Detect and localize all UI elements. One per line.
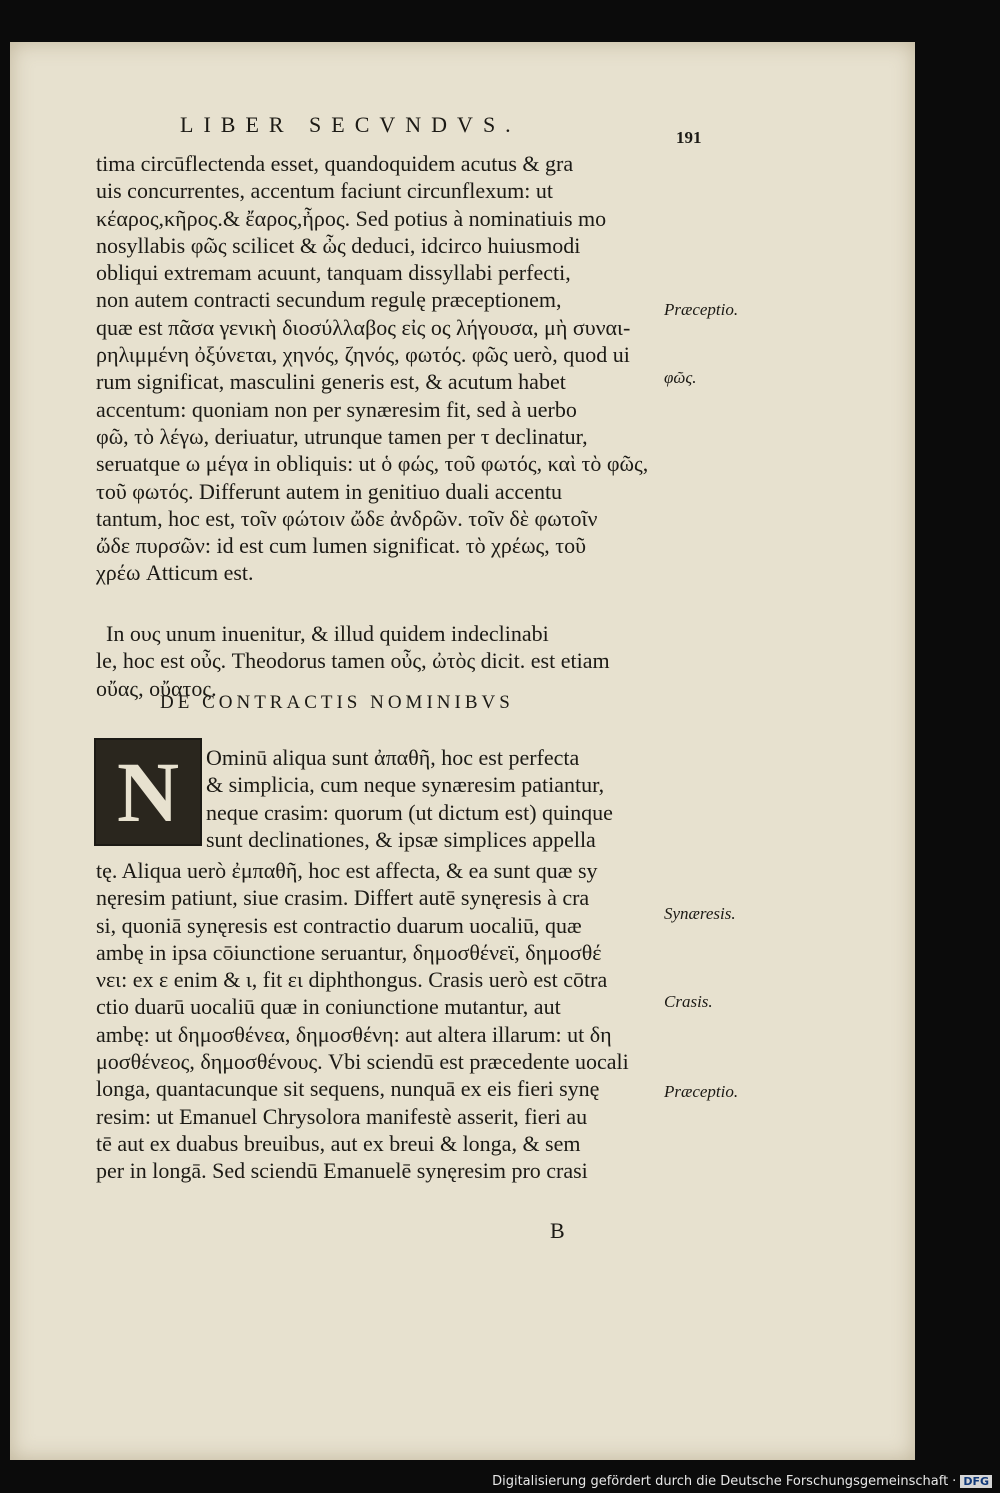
text-line: οὔας, οὔατος. <box>96 675 217 701</box>
dfg-logo-icon: DFG <box>960 1475 992 1488</box>
text-line: per in longā. Sed sciendū Emanuelē synęresim pro crasi <box>96 1158 588 1184</box>
drop-cap-letter: N <box>116 744 180 840</box>
paragraph-block-1 <box>96 150 656 587</box>
page-number: 191 <box>676 128 702 147</box>
text-line: uis concurrentes, accentum faciunt circunflexum: ut <box>96 178 553 204</box>
signature-mark: B <box>550 1218 565 1243</box>
decorated-initial-icon <box>94 738 202 846</box>
text-line: tima circūflectenda esset, quandoquidem acutus & gra <box>96 151 574 176</box>
text-line: κέαρος,κῆρος.& ἔαρος,ἦρος. Sed potius à nominatiuis mo <box>96 205 607 231</box>
text-line: tantum, hoc est, τοῖν φώτοιν ὤδε ἀνδρῶν. τοῖν δὲ φωτοῖν <box>96 505 598 531</box>
text-line: longa, quantacunque sit sequens, nunquā ex eis fieri synę <box>96 1076 600 1102</box>
running-title: LIBER SECVNDVS. <box>180 112 521 137</box>
text-line: tē aut ex duabus breuibus, aut ex breui & longa, & sem <box>96 1130 581 1156</box>
text-line: le, hoc est οὖς. Theodorus tamen οὖς, ὠτὸς dicit. est etiam <box>96 648 610 674</box>
text-line: seruatque ω μέγα in obliquis: ut ὁ φώς, τοῦ φωτός, καὶ τὸ φῶς, <box>96 451 649 477</box>
text-line: neque crasim: quorum (ut dictum est) quinque <box>206 799 613 825</box>
text-line: & simplicia, cum neque synæresim patiantur, <box>206 772 605 798</box>
text-line: μοσθένεος, δημοσθένους. Vbi sciendū est præcedente uocali <box>96 1049 629 1075</box>
text-line: νει: ex ε enim & ι, fit ει diphthongus. Crasis uerò est cōtra <box>96 967 608 993</box>
paragraph-indented <box>206 744 656 853</box>
text-line: rum significat, masculini generis est, & acutum habet <box>96 369 566 395</box>
text-line: ρηλιμμένη ὀξύνεται, χηνός, ζηνός, φωτός. φῶς uerò, quod ui <box>96 342 630 368</box>
paragraph-block-2 <box>96 620 656 702</box>
margin-note-phos: φῶς. <box>664 368 697 387</box>
text-line: tę. Aliqua uerò ἐμπαθῆ, hoc est affecta, & ea sunt quæ sy <box>96 858 598 883</box>
text-line: non autem contracti secundum regulę præceptionem, <box>96 287 562 313</box>
paragraph-block-3 <box>96 857 656 1185</box>
text-line: quæ est πᾶσα γενικὴ διοσύλλαβος εἰς ος λήγουσα, μὴ συναι- <box>96 314 631 340</box>
text-line: ambę in ipsa cōiunctione seruantur, δημοσθένεϊ, δημοσθέ <box>96 939 602 965</box>
margin-note-praeceptio-2: Præceptio. <box>664 1082 739 1101</box>
text-line: sunt declinationes, & ipsæ simplices appella <box>206 826 596 852</box>
margin-note-praeceptio: Præceptio. <box>664 300 739 319</box>
margin-note-crasis: Crasis. <box>664 992 713 1011</box>
text-line: resim: ut Emanuel Chrysolora manifestè asserit, fieri au <box>96 1103 588 1129</box>
text-line: nosyllabis φῶς scilicet & ὦς deduci, idcirco huiusmodi <box>96 232 581 258</box>
text-line: ambę: ut δημοσθένεα, δημοσθένη: aut altera illarum: ut δη <box>96 1021 612 1047</box>
text-line: Ominū aliqua sunt ἀπαθῆ, hoc est perfecta <box>206 745 580 770</box>
text-line: ὤδε πυρσῶν: id est cum lumen significat. τὸ χρέως, τοῦ <box>96 533 586 559</box>
margin-note-synaeresis: Synæresis. <box>664 904 736 923</box>
text-line: ctio duarū uocaliū quæ in coniunctione mutantur, aut <box>96 994 561 1020</box>
text-line: obliqui extremam acuunt, tanquam dissyllabi perfecti, <box>96 260 571 286</box>
text-line: nęresim patiunt, siue crasim. Differt autē synęresis à cra <box>96 885 590 911</box>
text-line: τοῦ φωτός. Differunt autem in genitiuo duali accentu <box>96 478 563 504</box>
text-line: accentum: quoniam non per synæresim fit, sed à uerbo <box>96 396 577 422</box>
text-line: φῶ, τὸ λέγω, deriuatur, utrunque tamen per τ declinatur, <box>96 423 588 449</box>
text-line: In ους unum inuenitur, & illud quidem indeclinabi <box>106 621 549 646</box>
section-title: DE CONTRACTIS NOMINIBVS <box>160 692 514 713</box>
text-line: si, quoniā synęresis est contractio duarum uocaliū, quæ <box>96 912 582 938</box>
funding-credit: Digitalisierung gefördert durch die Deutsche Forschungsgemeinschaft · DFG <box>492 1474 992 1489</box>
text-line: χρέω Atticum est. <box>96 560 254 586</box>
credit-text: Digitalisierung gefördert durch die Deutsche Forschungsgemeinschaft <box>492 1474 949 1489</box>
